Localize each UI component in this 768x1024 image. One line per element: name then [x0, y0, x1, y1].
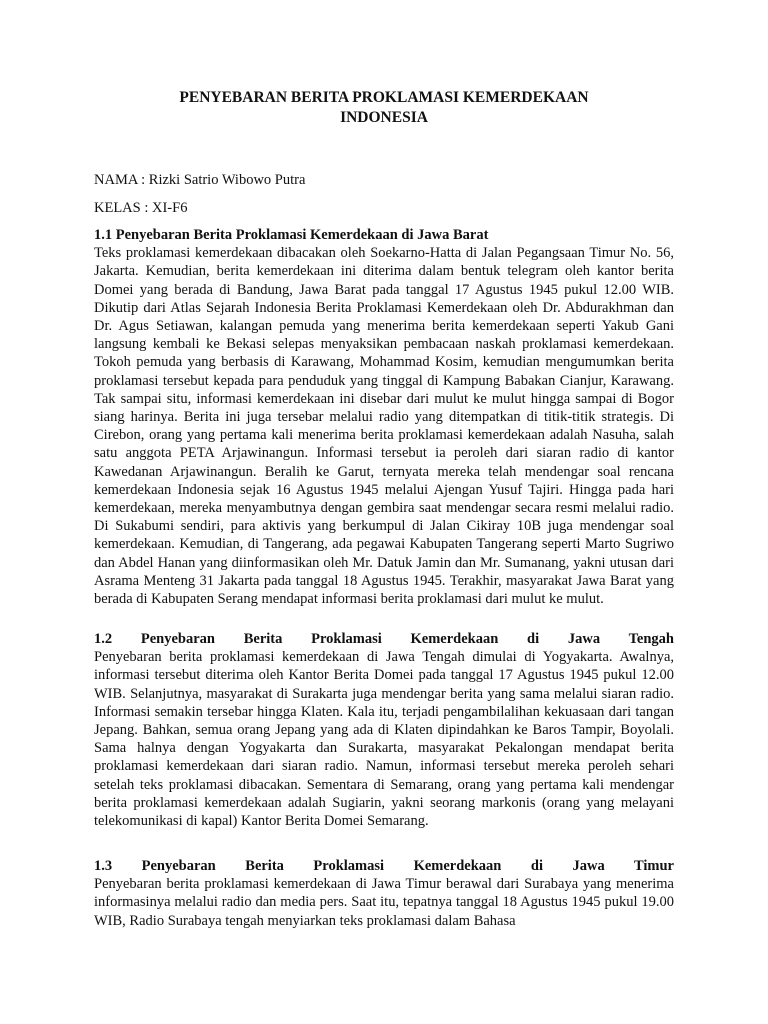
section-jawa-tengah [94, 630, 674, 830]
student-name: NAMA : Rizki Satrio Wibowo Putra [94, 172, 306, 188]
document-title [94, 88, 674, 128]
section-heading: 1.3 Penyebaran Berita Proklamasi Kemerdekaan di Jawa Timur [94, 858, 674, 874]
title-line-2: INDONESIA [340, 109, 428, 126]
section-heading: 1.2 Penyebaran Berita Proklamasi Kemerdekaan di Jawa Tengah [94, 631, 674, 647]
section-paragraph: Penyebaran berita proklamasi kemerdekaan di Jawa Tengah dimulai di Yogyakarta. Awalnya, informasi tersebut diterima oleh Kantor Berita Domei pada tanggal 17 Agustus 1945 pukul 12.00 WIB. Selanjutnya, masyarakat di Surakarta juga mendengar berita yang sama melalui siaran radio. Informasi semakin tersebar hingga Klaten. Kala itu, terjadi pengambilalihan kekuasaan dari tangan Jepang. Bahkan, semua orang Jepang yang ada di Klaten dipindahkan ke Baros Tampir, Boyolali. Sama halnya dengan Yogyakarta dan Surakarta, masyarakat Pekalongan mendapat berita proklamasi kemerdekaan dari siaran radio. Namun, informasi tersebut mereka peroleh sehari setelah teks proklamasi dibacakan. Sementara di Semarang, orang yang pertama kali mendengar berita proklamasi kemerdekaan adalah Sugiarin, yakni seorang markonis (orang yang melayani telekomunikasi di kapal) Kantor Berita Domei Semarang. [94, 649, 674, 830]
section-jawa-timur [94, 857, 674, 930]
title-line-1: PENYEBARAN BERITA PROKLAMASI KEMERDEKAAN [179, 89, 589, 106]
section-paragraph: Penyebaran berita proklamasi kemerdekaan di Jawa Timur berawal dari Surabaya yang menerima informasinya melalui radio dan media pers. Saat itu, tepatnya tanggal 18 Agustus 1945 pukul 19.00 WIB, Radio Surabaya tengah menyiarkan teks proklamasi dalam Bahasa [94, 876, 674, 929]
section-heading: 1.1 Penyebaran Berita Proklamasi Kemerdekaan di Jawa Barat [94, 227, 489, 243]
section-jawa-barat [94, 226, 674, 608]
student-class: KELAS : XI-F6 [94, 200, 188, 216]
section-paragraph: Teks proklamasi kemerdekaan dibacakan oleh Soekarno-Hatta di Jalan Pegangsaan Timur No. 56, Jakarta. Kemudian, berita kemerdekaan ini diterima dalam bentuk telegram oleh kantor berita Domei yang berada di Bandung, Jawa Barat pada tanggal 17 Agustus 1945 pukul 12.00 WIB. Dikutip dari Atlas Sejarah Indonesia Berita Proklamasi Kemerdekaan oleh Dr. Abdurakhman dan Dr. Agus Setiawan, kalangan pemuda yang menerima berita kemerdekaan seperti Yakub Gani langsung kembali ke Bekasi selepas menyaksikan pembacaan naskah proklamasi kemerdekaan. Tokoh pemuda yang berbasis di Karawang, Mohammad Kosim, kemudian mengumumkan berita proklamasi tersebut kepada para penduduk yang tinggal di Kampung Babakan Cianjur, Karawang. Tak sampai situ, informasi kemerdekaan ini disebar dari mulut ke mulut hingga sampai di Bogor siang harinya. Berita ini juga tersebar melalui radio yang ditempatkan di titik-titik strategis. Di Cirebon, orang yang pertama kali menerima berita proklamasi kemerdekaan adalah Nasuha, salah satu anggota PETA Arjawinangun. Informasi tersebut ia peroleh dari siaran radio di kantor Kawedanan Arjawinangun. Beralih ke Garut, ternyata mereka telah mendengar soal rencana kemerdekaan Indonesia sejak 16 Agustus 1945 melalui Ajengan Yusuf Tajiri. Hingga pada hari kemerdekaan, mereka menyambutnya dengan gembira saat mendengar secara resmi melalui radio. Di Sukabumi sendiri, para aktivis yang berkumpul di Jalan Cikiray 10B juga mendengar soal kemerdekaan. Kemudian, di Tangerang, ada pegawai Kabupaten Tangerang seperti Marto Sugriwo dan Abdel Hanan yang diinformasikan oleh Mr. Datuk Jamin dan Mr. Sumanang, yakni utusan dari Asrama Menteng 31 Jakarta pada tanggal 18 Agustus 1945. Terakhir, masyarakat Jawa Barat yang berada di Kabupaten Serang mendapat informasi berita proklamasi dari mulut ke mulut. [94, 245, 674, 608]
